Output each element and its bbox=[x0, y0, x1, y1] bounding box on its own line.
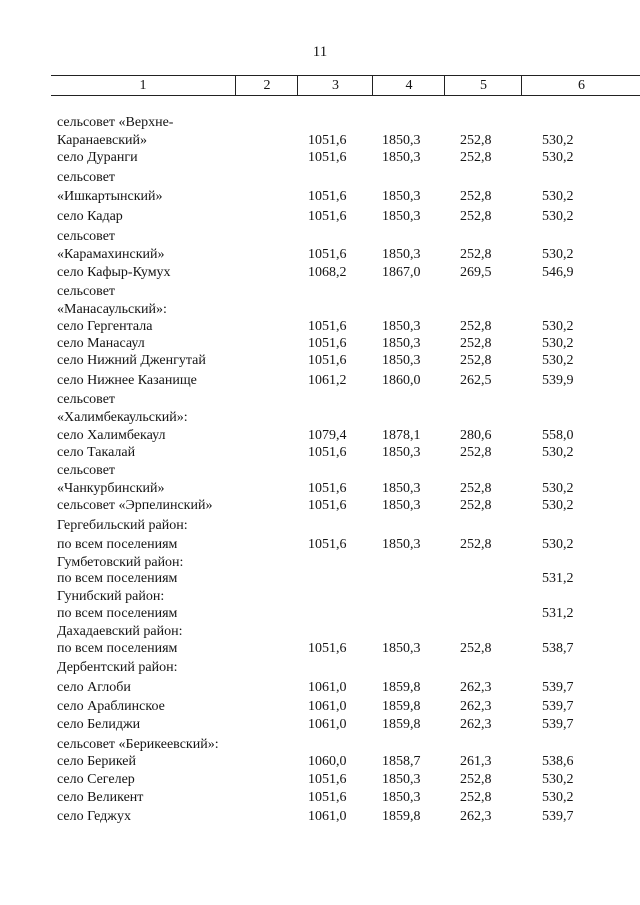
cell-col-5: 262,3 bbox=[460, 717, 492, 732]
cell-col-4: 1850,3 bbox=[382, 537, 421, 552]
cell-col-6: 539,7 bbox=[542, 680, 574, 695]
cell-col-6: 530,2 bbox=[542, 189, 574, 204]
row-label: село Кадар bbox=[57, 209, 123, 224]
cell-col-6: 530,2 bbox=[542, 498, 574, 513]
table-row bbox=[0, 736, 640, 754]
row-label: село Гергентала bbox=[57, 319, 153, 334]
cell-col-3: 1051,6 bbox=[308, 498, 347, 513]
cell-col-4: 1850,3 bbox=[382, 247, 421, 262]
row-label: по всем поселениям bbox=[57, 537, 178, 552]
cell-col-5: 262,3 bbox=[460, 680, 492, 695]
row-label: сельсовет «Эрпелинский» bbox=[57, 498, 213, 513]
row-label: село Такалай bbox=[57, 445, 136, 460]
cell-col-6: 531,2 bbox=[542, 606, 574, 621]
row-label: Каранаевский» bbox=[57, 133, 148, 148]
table-row bbox=[0, 789, 640, 807]
header-col-3: 3 bbox=[297, 76, 373, 95]
cell-col-5: 252,8 bbox=[460, 790, 492, 805]
header-col-2: 2 bbox=[235, 76, 298, 95]
header-col-4: 4 bbox=[372, 76, 445, 95]
cell-col-3: 1051,6 bbox=[308, 247, 347, 262]
cell-col-6: 558,0 bbox=[542, 428, 574, 443]
row-label: село Нижнее Казанище bbox=[57, 373, 197, 388]
cell-col-4: 1850,3 bbox=[382, 498, 421, 513]
cell-col-6: 530,2 bbox=[542, 150, 574, 165]
row-label: Гергебильский район: bbox=[57, 518, 188, 533]
table-row bbox=[0, 444, 640, 462]
row-label: село Кафыр-Кумух bbox=[57, 265, 171, 280]
row-label: сельсовет bbox=[57, 463, 116, 478]
cell-col-4: 1859,8 bbox=[382, 717, 421, 732]
cell-col-6: 530,2 bbox=[542, 790, 574, 805]
row-label: по всем поселениям bbox=[57, 606, 178, 621]
cell-col-6: 539,7 bbox=[542, 717, 574, 732]
cell-col-6: 539,7 bbox=[542, 699, 574, 714]
cell-col-3: 1051,6 bbox=[308, 537, 347, 552]
row-label: по всем поселениям bbox=[57, 641, 178, 656]
cell-col-4: 1850,3 bbox=[382, 481, 421, 496]
cell-col-4: 1878,1 bbox=[382, 428, 421, 443]
cell-col-3: 1061,0 bbox=[308, 717, 347, 732]
page-number: 11 bbox=[312, 44, 328, 60]
row-label: село Дуранги bbox=[57, 150, 138, 165]
row-label: сельсовет «Берикеевский»: bbox=[57, 737, 219, 752]
cell-col-5: 252,8 bbox=[460, 150, 492, 165]
cell-col-5: 261,3 bbox=[460, 754, 492, 769]
table-row bbox=[0, 517, 640, 535]
row-label: сельсовет bbox=[57, 229, 116, 244]
table-row bbox=[0, 462, 640, 480]
cell-col-3: 1051,6 bbox=[308, 481, 347, 496]
cell-col-5: 252,8 bbox=[460, 247, 492, 262]
table-header bbox=[51, 75, 640, 96]
cell-col-4: 1850,3 bbox=[382, 150, 421, 165]
cell-col-4: 1850,3 bbox=[382, 133, 421, 148]
row-label: Дахадаевский район: bbox=[57, 624, 183, 639]
row-label: Дербентский район: bbox=[57, 660, 178, 675]
cell-col-6: 530,2 bbox=[542, 247, 574, 262]
row-label: «Манасаульский»: bbox=[57, 302, 167, 317]
cell-col-5: 262,3 bbox=[460, 699, 492, 714]
cell-col-4: 1850,3 bbox=[382, 641, 421, 656]
table-row bbox=[0, 372, 640, 390]
row-label: сельсовет bbox=[57, 392, 116, 407]
table-row bbox=[0, 318, 640, 336]
row-label: село Сегелер bbox=[57, 772, 135, 787]
row-label: село Нижний Дженгутай bbox=[57, 353, 206, 368]
cell-col-3: 1051,6 bbox=[308, 150, 347, 165]
table-row bbox=[0, 427, 640, 445]
row-label: Гумбетовский район: bbox=[57, 555, 184, 570]
cell-col-4: 1867,0 bbox=[382, 265, 421, 280]
cell-col-5: 269,5 bbox=[460, 265, 492, 280]
cell-col-3: 1051,6 bbox=[308, 319, 347, 334]
cell-col-5: 252,8 bbox=[460, 353, 492, 368]
cell-col-3: 1051,6 bbox=[308, 790, 347, 805]
cell-col-3: 1068,2 bbox=[308, 265, 347, 280]
cell-col-5: 252,8 bbox=[460, 319, 492, 334]
cell-col-4: 1850,3 bbox=[382, 336, 421, 351]
table-row bbox=[0, 283, 640, 301]
cell-col-6: 538,6 bbox=[542, 754, 574, 769]
cell-col-3: 1079,4 bbox=[308, 428, 347, 443]
cell-col-6: 546,9 bbox=[542, 265, 574, 280]
cell-col-5: 262,5 bbox=[460, 373, 492, 388]
table-row bbox=[0, 208, 640, 226]
cell-col-4: 1850,3 bbox=[382, 772, 421, 787]
cell-col-5: 252,8 bbox=[460, 481, 492, 496]
cell-col-6: 539,9 bbox=[542, 373, 574, 388]
row-label: сельсовет «Верхне- bbox=[57, 115, 174, 130]
table-row bbox=[0, 497, 640, 515]
table-row bbox=[0, 623, 640, 641]
cell-col-5: 252,8 bbox=[460, 209, 492, 224]
table-row bbox=[0, 605, 640, 623]
cell-col-6: 530,2 bbox=[542, 209, 574, 224]
cell-col-4: 1850,3 bbox=[382, 209, 421, 224]
cell-col-3: 1051,6 bbox=[308, 209, 347, 224]
cell-col-6: 530,2 bbox=[542, 133, 574, 148]
cell-col-3: 1051,6 bbox=[308, 336, 347, 351]
row-label: «Ишкартынский» bbox=[57, 189, 163, 204]
table-row bbox=[0, 570, 640, 588]
cell-col-3: 1061,0 bbox=[308, 809, 347, 824]
row-label: село Аглоби bbox=[57, 680, 131, 695]
cell-col-4: 1860,0 bbox=[382, 373, 421, 388]
table-row bbox=[0, 771, 640, 789]
row-label: Гунибский район: bbox=[57, 589, 165, 604]
row-label: «Чанкурбинский» bbox=[57, 481, 165, 496]
cell-col-6: 530,2 bbox=[542, 445, 574, 460]
cell-col-5: 252,8 bbox=[460, 537, 492, 552]
table-row bbox=[0, 149, 640, 167]
table-row bbox=[0, 480, 640, 498]
row-label: село Манасаул bbox=[57, 336, 145, 351]
table-row bbox=[0, 264, 640, 282]
row-label: по всем поселениям bbox=[57, 571, 178, 586]
cell-col-4: 1859,8 bbox=[382, 699, 421, 714]
table-row bbox=[0, 640, 640, 658]
table-row bbox=[0, 246, 640, 264]
table-row bbox=[0, 588, 640, 606]
cell-col-3: 1051,6 bbox=[308, 133, 347, 148]
cell-col-4: 1859,8 bbox=[382, 680, 421, 695]
cell-col-3: 1061,2 bbox=[308, 373, 347, 388]
cell-col-4: 1850,3 bbox=[382, 189, 421, 204]
cell-col-6: 538,7 bbox=[542, 641, 574, 656]
row-label: сельсовет bbox=[57, 170, 116, 185]
cell-col-4: 1858,7 bbox=[382, 754, 421, 769]
row-label: село Араблинское bbox=[57, 699, 165, 714]
cell-col-4: 1859,8 bbox=[382, 809, 421, 824]
cell-col-3: 1051,6 bbox=[308, 641, 347, 656]
table-row bbox=[0, 391, 640, 409]
cell-col-4: 1850,3 bbox=[382, 353, 421, 368]
table-row bbox=[0, 114, 640, 132]
row-label: село Халимбекаул bbox=[57, 428, 166, 443]
table-row bbox=[0, 228, 640, 246]
cell-col-4: 1850,3 bbox=[382, 790, 421, 805]
table-row bbox=[0, 698, 640, 716]
cell-col-3: 1051,6 bbox=[308, 445, 347, 460]
header-col-5: 5 bbox=[444, 76, 522, 95]
cell-col-6: 539,7 bbox=[542, 809, 574, 824]
cell-col-5: 252,8 bbox=[460, 772, 492, 787]
cell-col-5: 252,8 bbox=[460, 133, 492, 148]
row-label: «Карамахинский» bbox=[57, 247, 165, 262]
cell-col-6: 530,2 bbox=[542, 481, 574, 496]
cell-col-6: 530,2 bbox=[542, 537, 574, 552]
row-label: сельсовет bbox=[57, 284, 116, 299]
cell-col-3: 1060,0 bbox=[308, 754, 347, 769]
cell-col-6: 530,2 bbox=[542, 353, 574, 368]
row-label: село Берикей bbox=[57, 754, 136, 769]
cell-col-5: 252,8 bbox=[460, 336, 492, 351]
table-row bbox=[0, 352, 640, 370]
table-row bbox=[0, 301, 640, 319]
table-row bbox=[0, 335, 640, 353]
cell-col-5: 252,8 bbox=[460, 498, 492, 513]
cell-col-6: 530,2 bbox=[542, 336, 574, 351]
row-label: село Великент bbox=[57, 790, 144, 805]
table-row bbox=[0, 753, 640, 771]
table-row bbox=[0, 716, 640, 734]
table-row bbox=[0, 132, 640, 150]
table-row bbox=[0, 659, 640, 677]
cell-col-5: 262,3 bbox=[460, 809, 492, 824]
row-label: «Халимбекаульский»: bbox=[57, 410, 188, 425]
cell-col-5: 252,8 bbox=[460, 445, 492, 460]
cell-col-3: 1061,0 bbox=[308, 699, 347, 714]
header-col-6: 6 bbox=[521, 76, 640, 95]
cell-col-3: 1061,0 bbox=[308, 680, 347, 695]
cell-col-5: 252,8 bbox=[460, 641, 492, 656]
cell-col-6: 531,2 bbox=[542, 571, 574, 586]
cell-col-5: 280,6 bbox=[460, 428, 492, 443]
table-row bbox=[0, 169, 640, 187]
table-row bbox=[0, 679, 640, 697]
table-row bbox=[0, 409, 640, 427]
header-col-1: 1 bbox=[139, 78, 147, 93]
cell-col-3: 1051,6 bbox=[308, 772, 347, 787]
table-row bbox=[0, 188, 640, 206]
cell-col-6: 530,2 bbox=[542, 772, 574, 787]
cell-col-4: 1850,3 bbox=[382, 445, 421, 460]
row-label: село Геджух bbox=[57, 809, 131, 824]
cell-col-3: 1051,6 bbox=[308, 353, 347, 368]
cell-col-3: 1051,6 bbox=[308, 189, 347, 204]
cell-col-6: 530,2 bbox=[542, 319, 574, 334]
cell-col-4: 1850,3 bbox=[382, 319, 421, 334]
table-row bbox=[0, 536, 640, 554]
table-row bbox=[0, 808, 640, 826]
cell-col-5: 252,8 bbox=[460, 189, 492, 204]
row-label: село Белиджи bbox=[57, 717, 141, 732]
